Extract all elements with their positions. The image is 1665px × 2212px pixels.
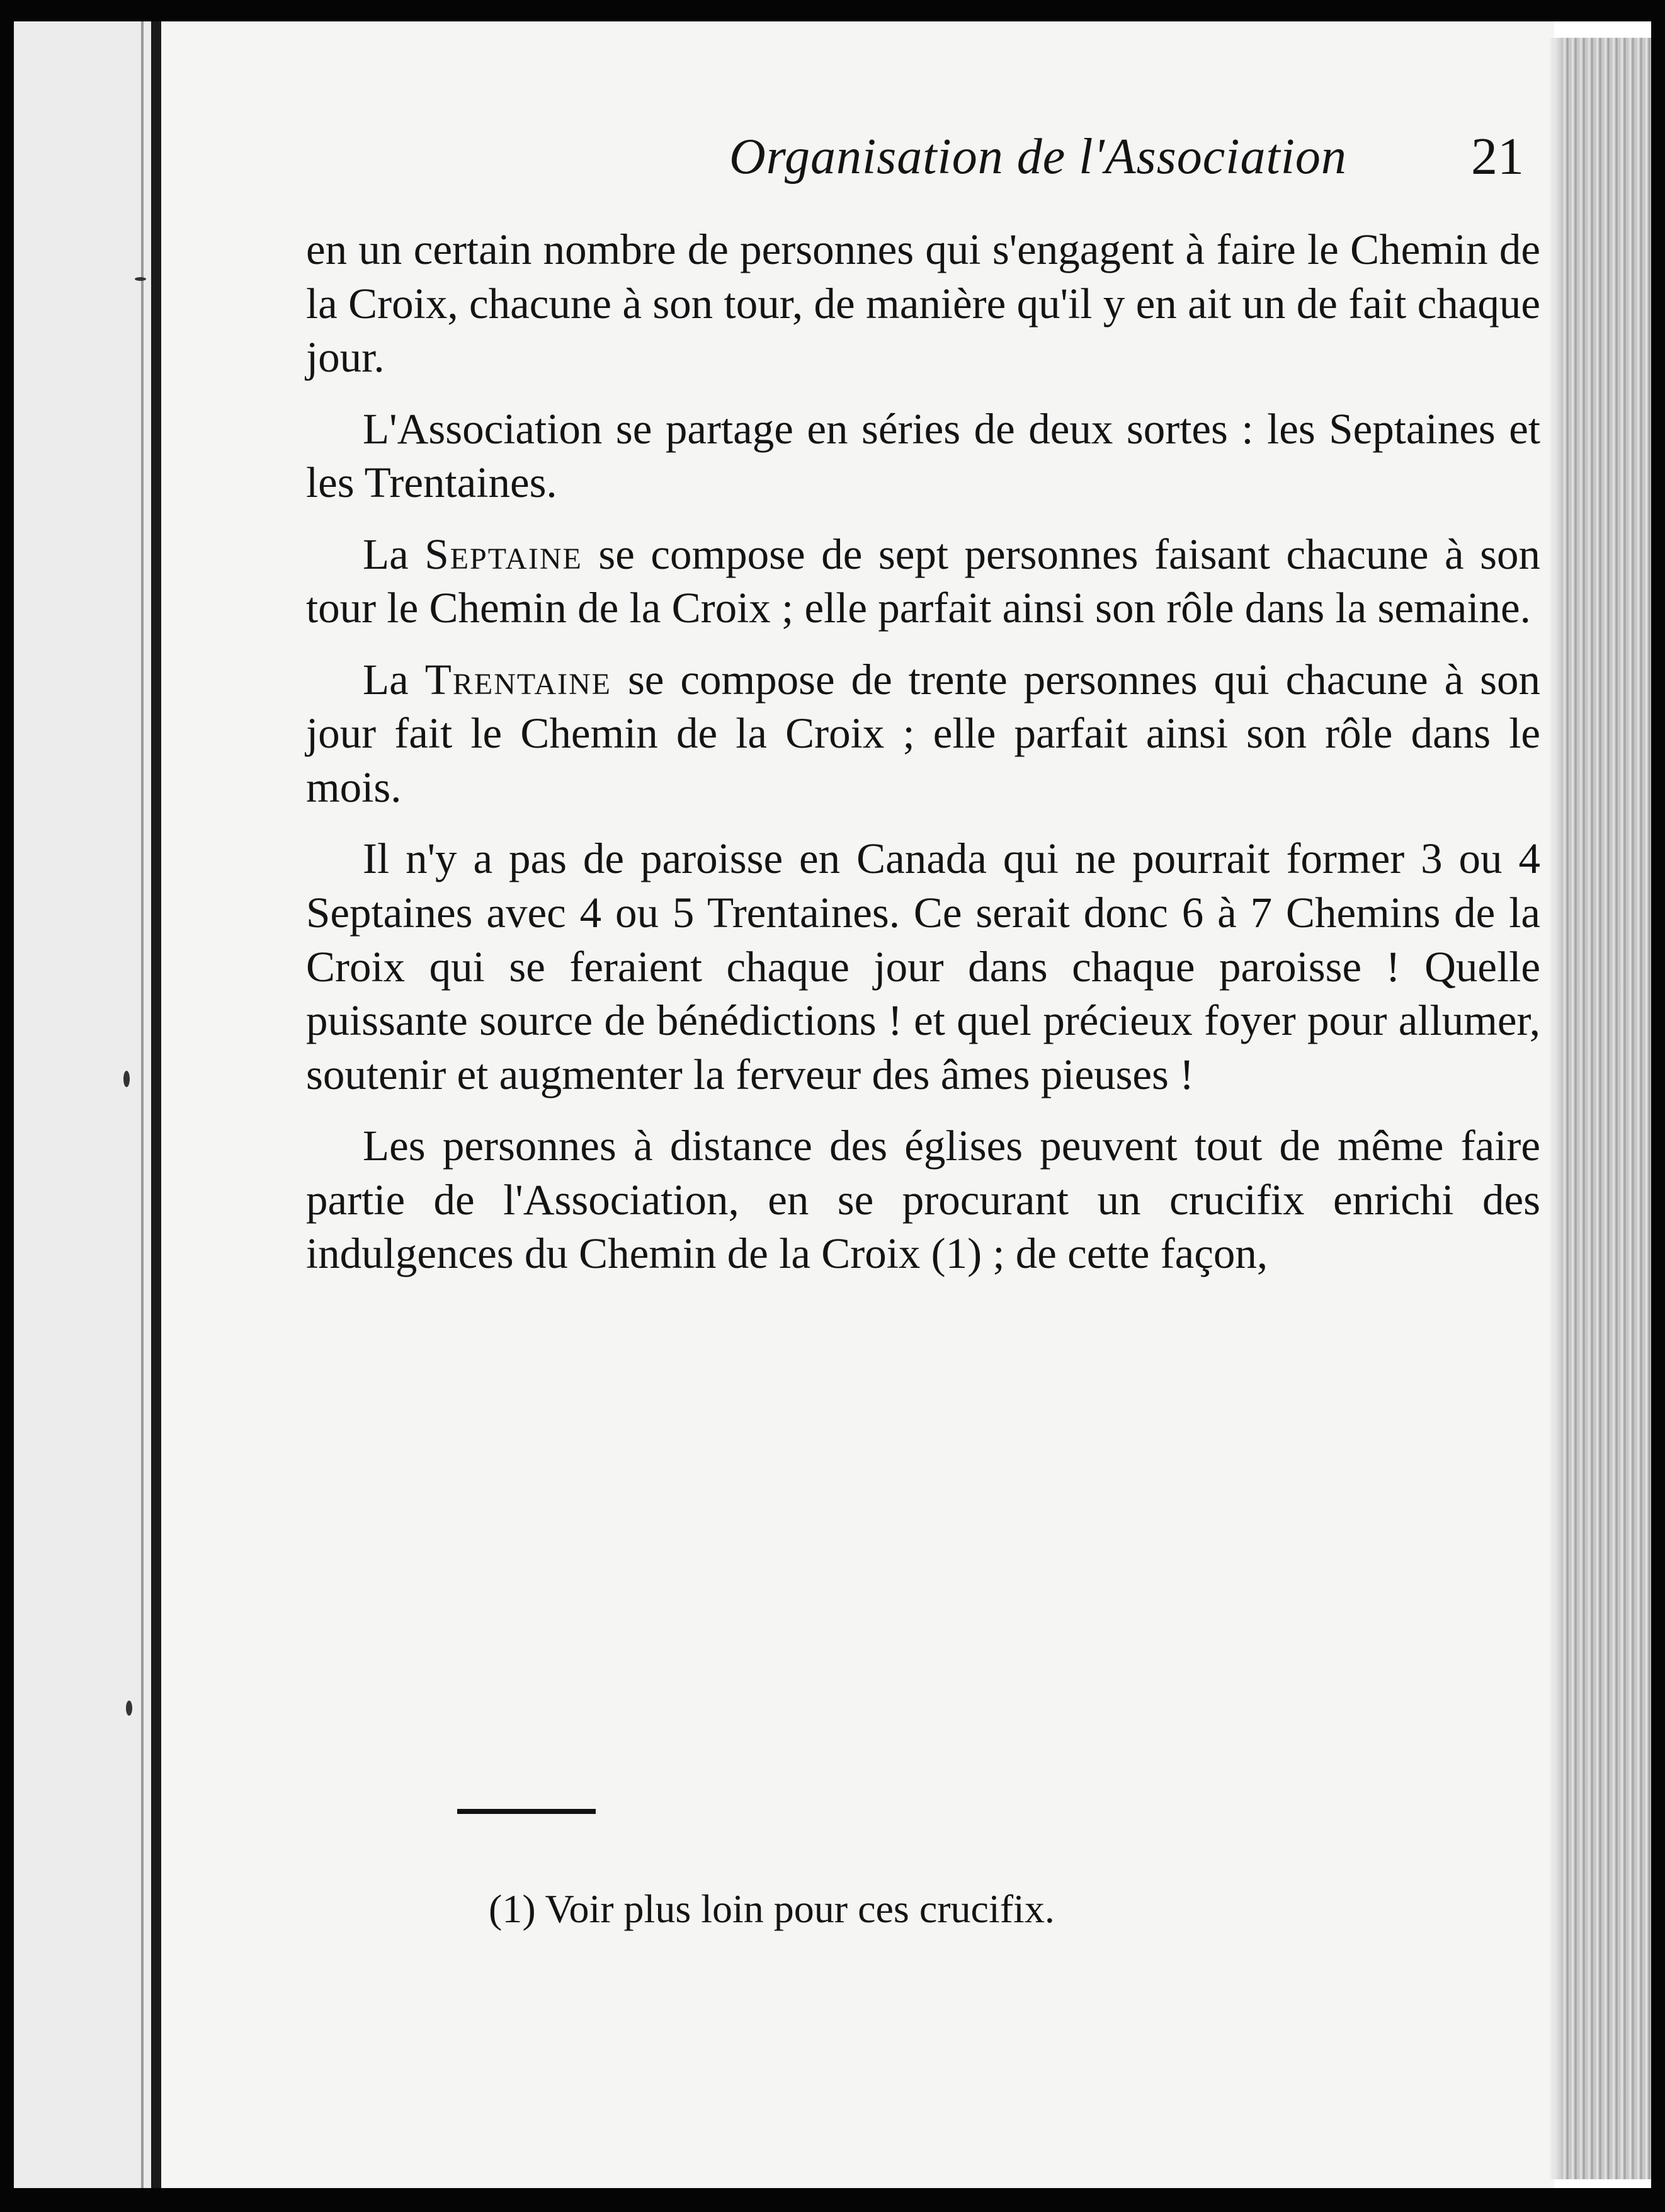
term-septaine: Septaine <box>424 530 582 578</box>
paragraph-3-rest: se compose de sept personnes faisant chacune à son tour le Chemin de la Croix ; elle parfait ainsi son rôle dans la semaine. <box>306 530 1541 632</box>
paragraph-4-rest: se compose de trente personnes qui chacune à son jour fait le Chemin de la Croix ; elle parfait ainsi son rôle dans le mois. <box>306 655 1541 811</box>
running-head <box>564 116 1547 198</box>
paragraph-1: en un certain nombre de personnes qui s'engagent à faire le Chemin de la Croix, chacune à son tour, de manière qu'il y en ait un de fait chaque jour. <box>306 225 1540 382</box>
scan-frame-left <box>0 0 14 2212</box>
body-text <box>306 223 1540 1281</box>
paragraph-6: Les personnes à distance des églises peuvent tout de même faire partie de l'Association, en se procurant un crucifix enrichi des indulgences du Chemin de la Croix (1) ; de cette façon, <box>306 1122 1540 1278</box>
paragraph-3-lead: La <box>363 530 409 578</box>
paragraph-3 <box>306 528 1540 636</box>
page-edge <box>1562 38 1651 2179</box>
scan-frame-bottom <box>0 2188 1665 2212</box>
paragraph-4 <box>306 653 1540 815</box>
scan-speck <box>135 277 146 281</box>
term-trentaine: Trentaine <box>424 655 611 704</box>
footnote: (1) Voir plus loin pour ces crucifix. <box>489 1886 1055 1931</box>
paragraph-4-lead: La <box>363 655 409 704</box>
binding-line <box>151 21 161 2188</box>
running-title: Organisation de l'Association <box>729 129 1347 185</box>
binding-shadow <box>141 21 144 2188</box>
scan-frame-right <box>1651 0 1665 2212</box>
paragraph-2: L'Association se partage en séries de deux sortes : les Septaines et les Trentaines. <box>306 404 1540 507</box>
scan-speck <box>126 1701 132 1716</box>
footnote-rule <box>457 1809 596 1814</box>
page-number: 21 <box>1471 127 1524 186</box>
paragraph-5: Il n'y a pas de paroisse en Canada qui ne pourrait former 3 ou 4 Septaines avec 4 ou 5 Trentaines. Ce serait donc 6 à 7 Chemins de la Croix qui se feraient chaque jour dans chaque paroisse ! Quelle puissante source de bénédictions ! et quel précieux foyer pour allumer, soutenir et augmenter la ferveur des âmes pieuses ! <box>306 835 1540 1098</box>
scan-frame-top <box>0 0 1665 21</box>
scan-speck <box>123 1071 130 1087</box>
page <box>161 21 1554 2188</box>
